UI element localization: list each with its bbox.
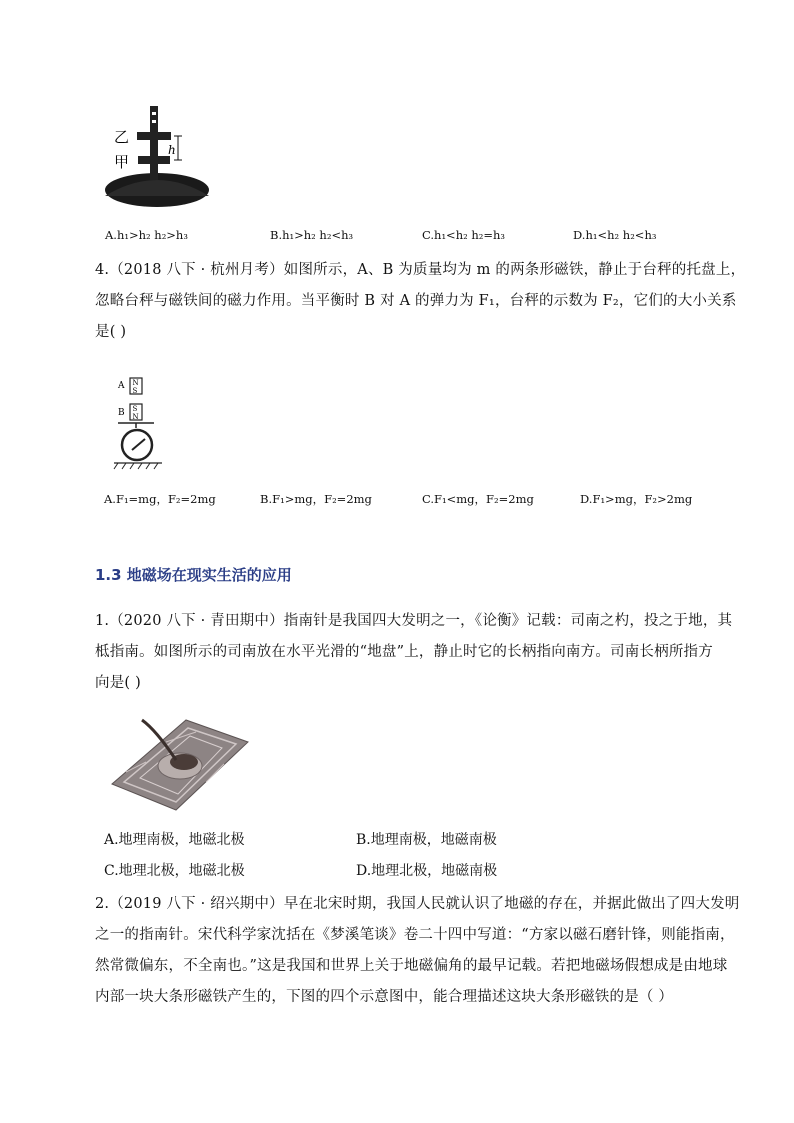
svg-text:S: S	[132, 405, 138, 413]
svg-text:N: N	[132, 379, 139, 387]
q3-option-d[interactable]: D.h₁<h₂ h₂<h₃	[573, 228, 657, 242]
sinan-figure	[106, 712, 252, 812]
s1q1-line-1: 1.（2020 八下 · 青田期中）指南针是我国四大发明之一，《论衡》记载：司南之杓，投之于地，其	[95, 613, 733, 629]
stand-rod	[150, 106, 158, 180]
magnet-jia	[138, 156, 170, 164]
label-yi: 乙	[114, 128, 130, 146]
s1q1-line-3: 向是( )	[95, 675, 141, 691]
q4-option-d[interactable]: D.F₁>mg，F₂>2mg	[580, 492, 693, 506]
label-b: B	[118, 408, 125, 418]
q4-line-1: 4.（2018 八下 · 杭州月考）如图所示，A、B 为质量均为 m 的两条形磁铁，静止于台秤的托盘上，	[95, 262, 746, 278]
q3-option-c[interactable]: C.h₁<h₂ h₂=h₃	[422, 228, 506, 242]
svg-text:S: S	[132, 387, 138, 395]
section-title: 1.3 地磁场在现实生活的应用	[95, 566, 292, 584]
q4-line-3: 是( )	[95, 324, 127, 340]
s1q2-line-3: 然常微偏东，不全南也。”这是我国和世界上关于地磁偏角的最早记载。若把地磁场假想成是由地球	[95, 958, 728, 974]
q4-line-2: 忽略台秤与磁铁间的磁力作用。当平衡时 B 对 A 的弹力为 F₁，台秤的示数为 F₂，它们的大小关系	[95, 293, 737, 309]
label-h: h	[168, 143, 176, 157]
s1q2-line-1: 2.（2019 八下 · 绍兴期中）早在北宋时期，我国人民就认识了地磁的存在，并据此做出了四大发明	[95, 896, 740, 912]
scale-figure	[110, 374, 170, 472]
s1q1-line-2: 柢指南。如图所示的司南放在水平光滑的“地盘”上，静止时它的长柄指向南方。司南长柄所指方	[95, 644, 713, 660]
q4-option-a[interactable]: A.F₁=mg，F₂=2mg	[104, 492, 216, 506]
q3-option-b[interactable]: B.h₁>h₂ h₂<h₃	[270, 228, 354, 242]
s1q1-option-a[interactable]: A.地理南极，地磁北极	[104, 832, 245, 848]
stand-figure	[100, 104, 212, 208]
q3-option-a[interactable]: A.h₁>h₂ h₂>h₃	[105, 228, 188, 242]
label-a: A	[118, 381, 125, 391]
s1q1-option-c[interactable]: C.地理北极，地磁北极	[104, 863, 245, 879]
magnet-yi	[137, 132, 171, 140]
s1q2-line-2: 之一的指南针。宋代科学家沈括在《梦溪笔谈》卷二十四中写道：“方家以磁石磨针锋，则能指南，	[95, 927, 735, 943]
q4-option-b[interactable]: B.F₁>mg，F₂=2mg	[260, 492, 372, 506]
s1q1-option-d[interactable]: D.地理北极，地磁南极	[356, 863, 498, 879]
s1q2-line-4: 内部一块大条形磁铁产生的，下图的四个示意图中，能合理描述这块大条形磁铁的是（ ）	[95, 989, 674, 1005]
s1q1-option-b[interactable]: B.地理南极，地磁南极	[356, 832, 497, 848]
q4-option-c[interactable]: C.F₁<mg，F₂=2mg	[422, 492, 534, 506]
label-jia: 甲	[114, 153, 130, 171]
svg-text:N: N	[132, 413, 139, 421]
